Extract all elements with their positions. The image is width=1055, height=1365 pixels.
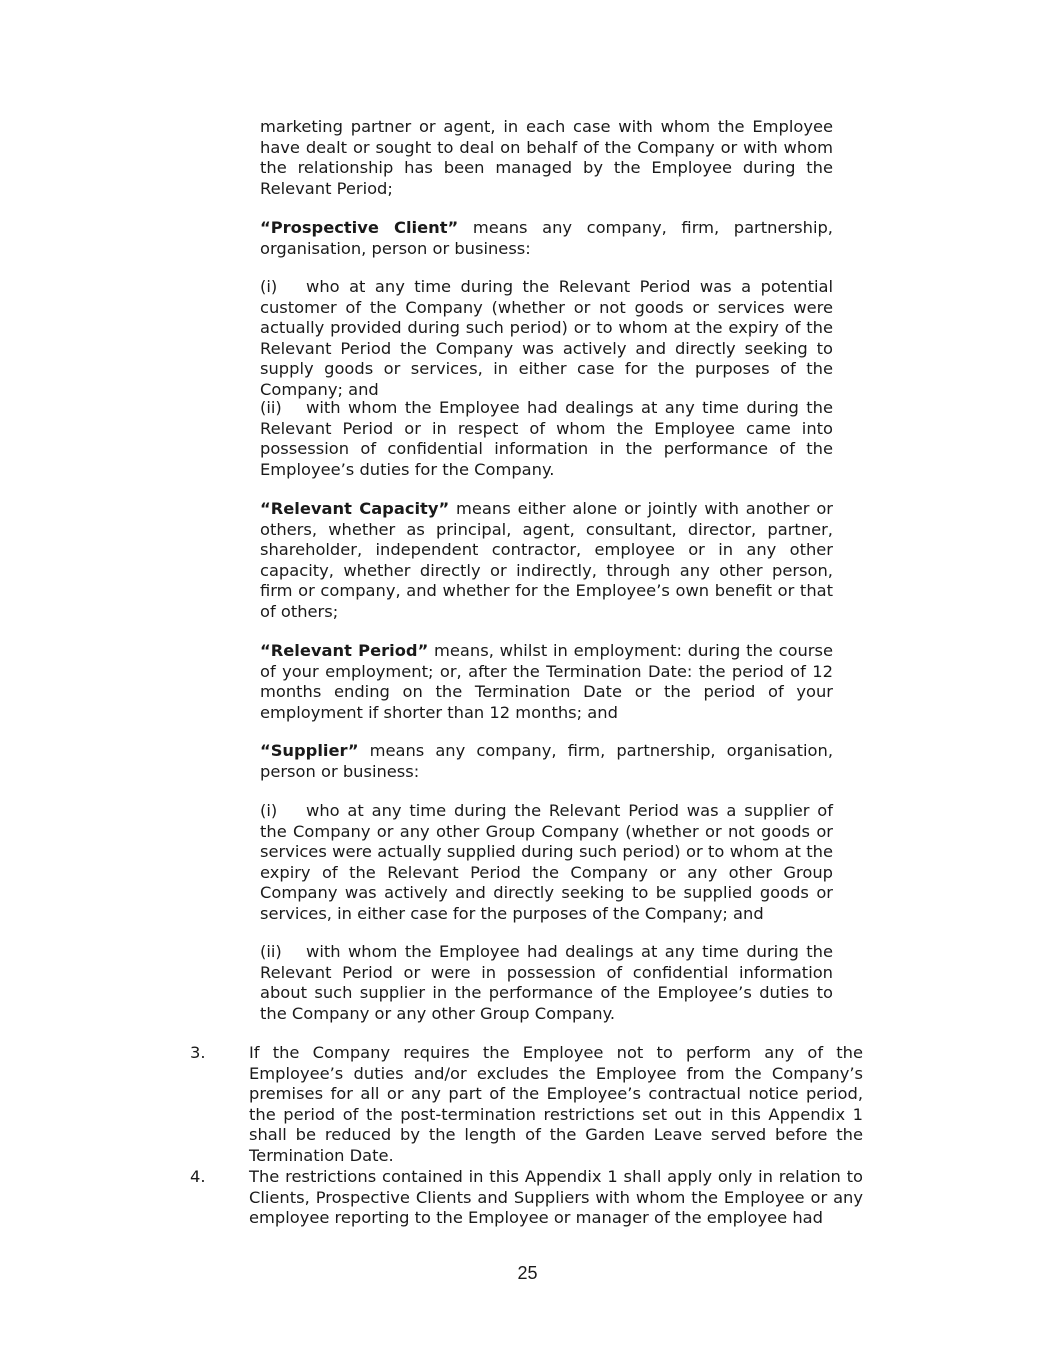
definition-prospective-client bbox=[260, 218, 833, 259]
prospective-client-item-ii bbox=[260, 398, 833, 480]
definition-text: means, whilst in employment: during the course of your employment; or, after the Termination Date: the period of 12 months ending on the Termination Date or the period of your employment if shorter than 12 months; and bbox=[260, 641, 834, 722]
defined-term: “Relevant Capacity” bbox=[260, 499, 450, 518]
supplier-item-i bbox=[260, 801, 833, 925]
defined-term: “Supplier” bbox=[260, 741, 359, 760]
clause-number: 4. bbox=[190, 1167, 206, 1186]
clause-number: 3. bbox=[190, 1043, 206, 1062]
prospective-client-item-i bbox=[260, 277, 833, 401]
definition-relevant-capacity bbox=[260, 499, 833, 623]
item-text: with whom the Employee had dealings at any time during the Relevant Period or were in possession of confidential information about such supplier in the performance of the Employee’s duties to the Company or any other Group Company. bbox=[260, 942, 833, 1023]
item-text: with whom the Employee had dealings at any time during the Relevant Period or in respect of whom the Employee came into possession of confidential information in the performance of the Employee’s duties for the Company. bbox=[260, 398, 833, 479]
item-label: (i) bbox=[260, 277, 278, 296]
definition-text: means either alone or jointly with another or others, whether as principal, agent, consultant, director, partner, shareholder, independent contractor, employee or in any other capacity, whether directly or indirectly, through any other person, firm or company, and whether for the Employee’s own benefit or that of others; bbox=[260, 499, 833, 621]
item-text: who at any time during the Relevant Period was a supplier of the Company or any other Group Company (whether or not goods or services were actually supplied during such period) or to whom at the expiry of the Relevant Period the Company or any other Group Company was actively and directly seeking to be supplied goods or services, in either case for the purposes of the Company; and bbox=[260, 801, 833, 923]
definition-supplier bbox=[260, 741, 833, 782]
definition-text: means any company, firm, partnership, organisation, person or business: bbox=[260, 741, 833, 781]
clause-text: The restrictions contained in this Appendix 1 shall apply only in relation to Clients, Prospective Clients and Suppliers with whom the Employee or any employee reporting to the Employee or manager of the employee had bbox=[249, 1167, 863, 1228]
page-number: 25 bbox=[517, 1263, 538, 1283]
defined-term: “Prospective Client” bbox=[260, 218, 459, 237]
clause-text: If the Company requires the Employee not to perform any of the Employee’s duties and/or excludes the Employee from the Company’s premises for all or any part of the Employee’s contractual notice period, the period of the post-termination restrictions set out in this Appendix 1 shall be reduced by the length of the Garden Leave served before the Termination Date. bbox=[249, 1043, 863, 1165]
supplier-item-ii bbox=[260, 942, 833, 1024]
definition-text: means any company, firm, partnership, organisation, person or business: bbox=[260, 218, 833, 258]
definition-relevant-period bbox=[260, 641, 833, 723]
item-label: (ii) bbox=[260, 942, 282, 961]
item-text: who at any time during the Relevant Period was a potential customer of the Company (whether or not goods or services were actually provided during such period) or to whom at the expiry of the Relevant Period the Company was actively and directly seeking to supply goods or services, in either case for the purposes of the Company; and bbox=[260, 277, 833, 399]
item-label: (ii) bbox=[260, 398, 282, 417]
item-label: (i) bbox=[260, 801, 278, 820]
defined-term: “Relevant Period” bbox=[260, 641, 429, 660]
continuation-paragraph: marketing partner or agent, in each case with whom the Employee have dealt or sought to deal on behalf of the Company or with whom the relationship has been managed by the Employee during the Relevant Period; bbox=[260, 117, 833, 198]
